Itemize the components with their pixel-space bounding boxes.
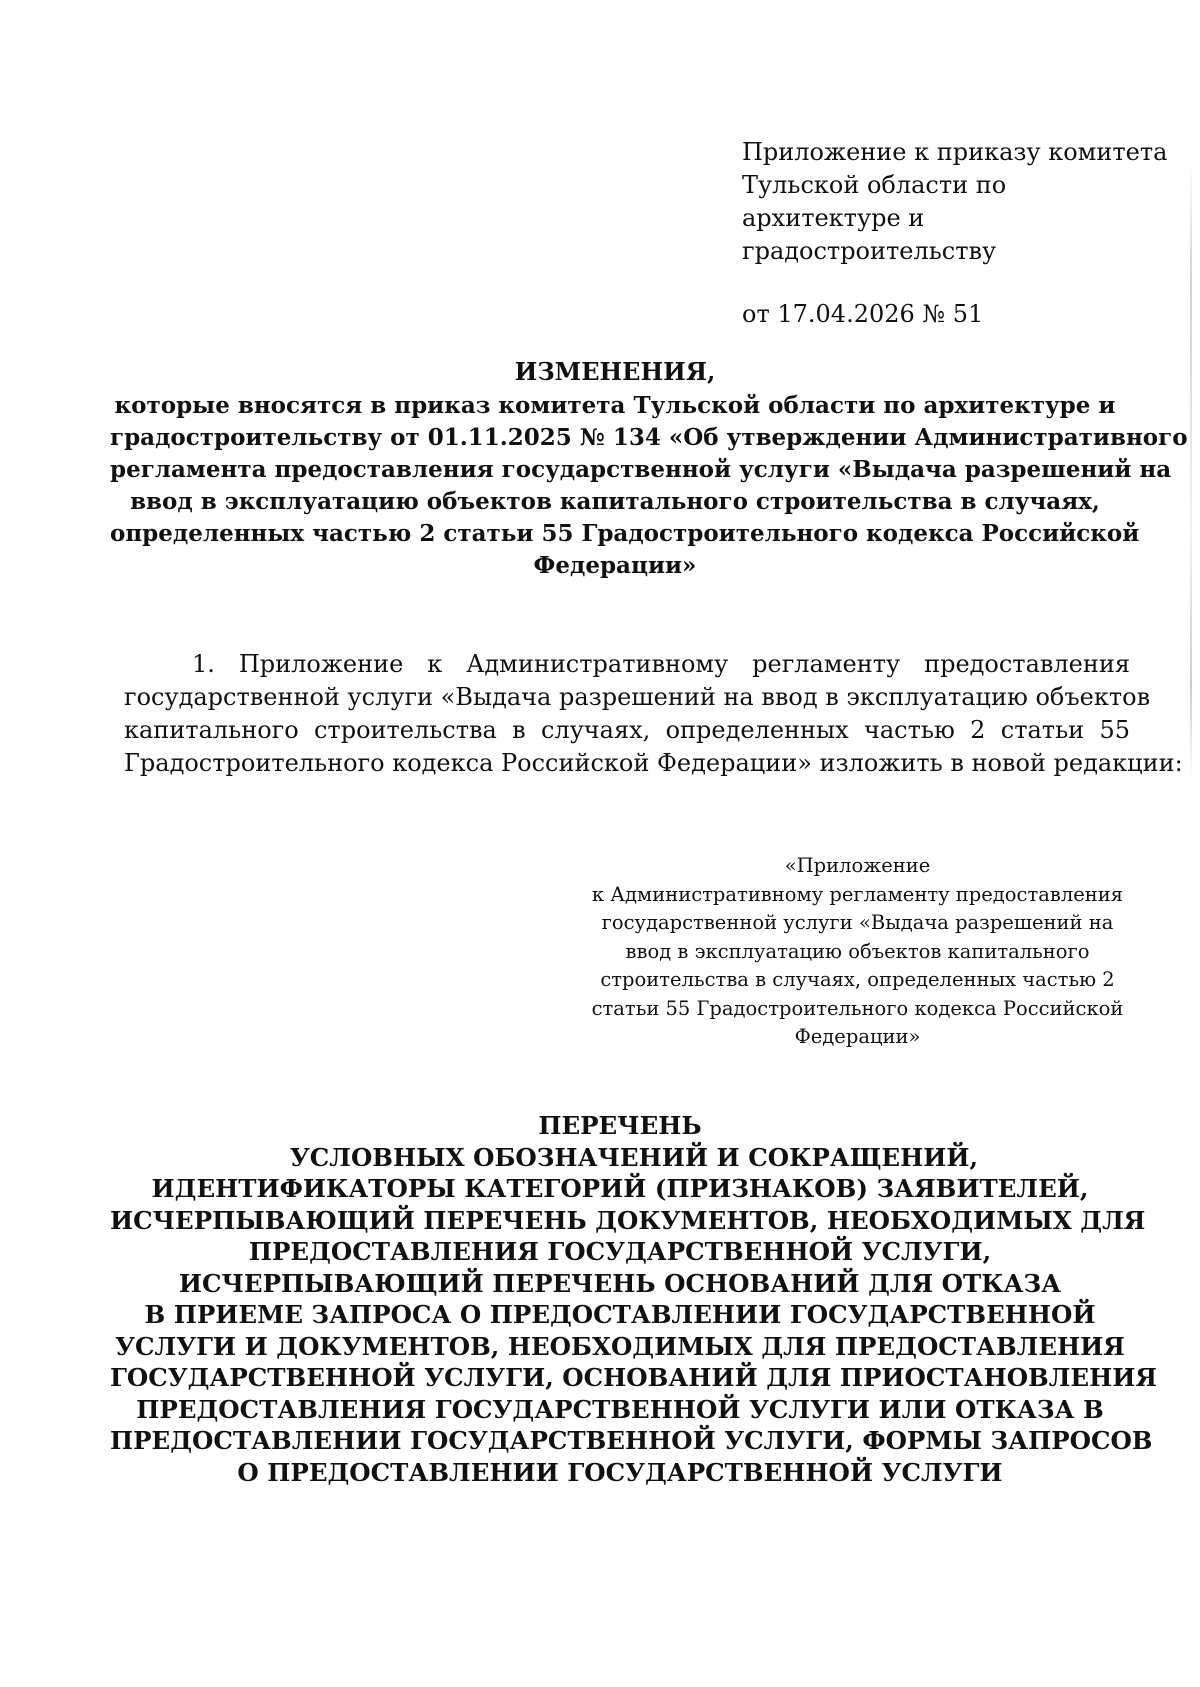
list-title-line: ПРЕДОСТАВЛЕНИЯ ГОСУДАРСТВЕННОЙ УСЛУГИ ИЛИ ОТКАЗА В [136,1394,1104,1424]
header-line: градостроительству [742,237,997,265]
changes-subtitle [110,390,1188,582]
list-title-line: УСЛУГИ И ДОКУМЕНТОВ, НЕОБХОДИМЫХ ДЛЯ ПРЕДОСТАВЛЕНИЯ [115,1331,1125,1361]
paragraph-line: капитального строительства в случаях, определенных частью 2 статьи 55 [124,716,1130,744]
annex-line: ввод в эксплуатацию объектов капитального [625,939,1090,963]
list-title-line: ИСЧЕРПЫВАЮЩИЙ ПЕРЕЧЕНЬ ОСНОВАНИЙ ДЛЯ ОТКАЗА [178,1268,1062,1298]
annex-line: статьи 55 Градостроительного кодекса Российской [591,996,1124,1020]
list-title-line: ПРЕДОСТАВЛЕНИЯ ГОСУДАРСТВЕННОЙ УСЛУГИ, [248,1237,992,1266]
subtitle-line: градостроительству от 01.11.2025 № 134 «Об утверждении Административного [110,424,1188,451]
changes-title: ИЗМЕНЕНИЯ, [514,357,716,386]
subtitle-line: Федерации» [533,552,697,579]
paragraph-line: государственной услуги «Выдача разрешений на ввод в эксплуатацию объектов [124,683,1151,711]
header-line: Приложение к приказу комитета [742,138,1168,166]
annex-line: к Административному регламенту предоставления [591,882,1124,906]
subtitle-line: определенных частью 2 статьи 55 Градостроительного кодекса Российской [110,520,1140,547]
annex-line: «Приложение [784,854,931,877]
subtitle-line: регламента предоставления государственной услуги «Выдача разрешений на [110,456,1172,483]
subtitle-line: ввод в эксплуатацию объектов капитального строительства в случаях, [130,488,1100,515]
header-line: Тульской области по [742,171,1007,199]
list-title-line: ГОСУДАРСТВЕННОЙ УСЛУГИ, ОСНОВАНИЙ ДЛЯ ПРИОСТАНОВЛЕНИЯ [110,1363,1158,1392]
annex-line: государственной услуги «Выдача разрешений на [601,911,1114,934]
annex-heading [585,852,1130,1052]
list-title [110,1110,1158,1488]
header-line: архитектуре и [742,204,925,232]
annex-line: Федерации» [794,1025,921,1048]
scan-edge-mark [1190,160,1192,780]
order-annex-header [742,136,1168,331]
list-title-line: О ПРЕДОСТАВЛЕНИИ ГОСУДАРСТВЕННОЙ УСЛУГИ [237,1457,1003,1487]
order-date-number: от 17.04.2026 № 51 [742,300,984,328]
paragraph-line: Градостроительного кодекса Российской Федерации» изложить в новой редакции: [124,749,1183,777]
list-title-line: В ПРИЕМЕ ЗАПРОСА О ПРЕДОСТАВЛЕНИИ ГОСУДАРСТВЕННОЙ [144,1300,1096,1329]
list-title-line: ПЕРЕЧЕНЬ [538,1111,702,1140]
list-title-line: ИДЕНТИФИКАТОРЫ КАТЕГОРИЙ (ПРИЗНАКОВ) ЗАЯВИТЕЛЕЙ, [151,1174,1089,1203]
list-title-line: ПРЕДОСТАВЛЕНИИ ГОСУДАРСТВЕННОЙ УСЛУГИ, ФОРМЫ ЗАПРОСОВ [110,1426,1153,1455]
subtitle-line: которые вносятся в приказ комитета Тульской области по архитектуре и [114,392,1116,419]
list-title-line: ИСЧЕРПЫВАЮЩИЙ ПЕРЕЧЕНЬ ДОКУМЕНТОВ, НЕОБХОДИМЫХ ДЛЯ [110,1205,1146,1235]
annex-line: строительства в случаях, определенных частью 2 [600,968,1115,991]
list-title-line: УСЛОВНЫХ ОБОЗНАЧЕНИЙ И СОКРАЩЕНИЙ, [289,1142,979,1172]
paragraph-line: 1. Приложение к Административному регламенту предоставления [192,650,1130,678]
body-paragraph-1 [124,648,1183,780]
